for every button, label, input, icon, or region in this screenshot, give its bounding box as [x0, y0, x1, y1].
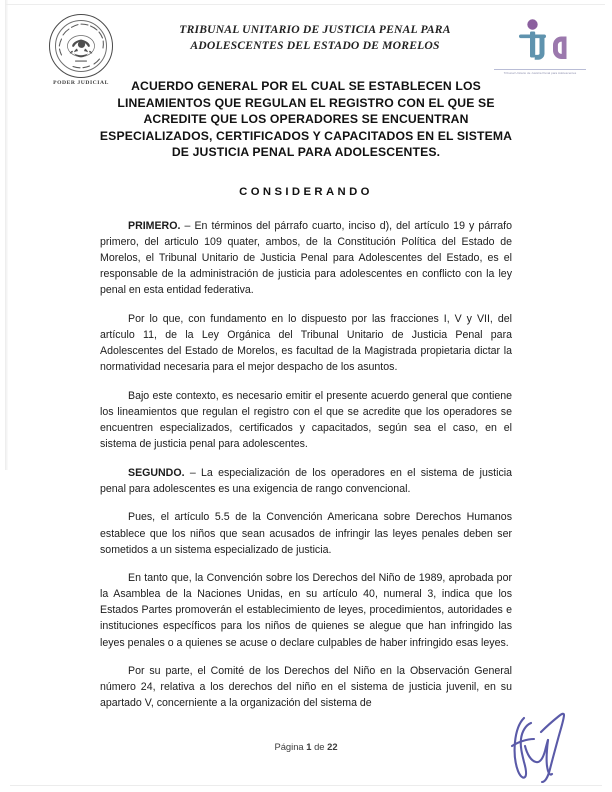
paragraph-lead-label: PRIMERO. [128, 220, 181, 232]
document-body [100, 218, 512, 711]
state-seal-icon [49, 14, 113, 78]
title-line-1: ACUERDO GENERAL POR EL CUAL SE ESTABLECEN LOS [131, 79, 481, 93]
paragraph-text: Por su parte, el Comité de los Derechos del Niño en la Observación General número 24, relativa a los derechos del niño en el sistema de justicia juvenil, en su apartado V, concerniente a la organización del sistema de [100, 665, 512, 710]
paragraph-text: En tanto que, la Convención sobre los Derechos del Niño de 1989, aprobada por la Asamblea de la Naciones Unidas, en su artículo 40, numeral 3, indica que los Estados Partes promoverán el establecimiento de leyes, procedimientos, autoridades e instituciones específicos para los niños de quienes se alegue que han infringido las leyes penales o a quienes se acuse o declare culpables de haber infringido esas leyes. [100, 572, 512, 649]
body-paragraph [100, 465, 512, 497]
body-paragraph [100, 388, 512, 452]
document-title [84, 78, 528, 161]
footer-of-label: de [314, 741, 325, 752]
body-paragraph [100, 509, 512, 557]
paragraph-text: Pues, el artículo 5.5 de la Convención Americana sobre Derechos Humanos establece que los niños que sean acusados de infringir las leyes penales deben ser sometidos a un sistema especializado de justicia. [100, 511, 512, 556]
body-paragraph [100, 663, 512, 711]
tja-logo-caption: Tribunal Unitario de Justicia Penal para Adolescentes [503, 71, 577, 75]
footer-page-label: Página [274, 741, 304, 752]
paragraph-lead-label: SEGUNDO. [128, 466, 185, 479]
footer-total-pages: 22 [327, 741, 338, 752]
tja-logo [492, 18, 588, 75]
paragraph-text: – En términos del párrafo cuarto, inciso d), del artículo 19 y párrafo primero, del articulo 109 quater, ambos, de la Constitución Política del Estado de Morelos, el Tribunal Unitario de Justicia Penal para Adolescentes del Estado, es el responsable de la administración de justicia para adolescentes en conflicto con la ley penal en esta entidad federativa. [100, 220, 512, 297]
handwritten-signature [500, 706, 592, 788]
seal-caption: PODER JUDICIAL [53, 80, 109, 86]
paragraph-text: – La especialización de los operadores en el sistema de justicia penal para adolescentes es una exigencia de rango convencional. [100, 466, 512, 495]
organization-title [150, 22, 480, 53]
title-line-2: LINEAMIENTOS QUE REGULAN EL REGISTRO CON EL QUE SE [117, 95, 495, 110]
org-title-line-2: ADOLESCENTES DEL ESTADO DE MORELOS [190, 38, 440, 52]
signature-icon [500, 706, 592, 788]
paragraph-text: Bajo este contexto, es necesario emitir el presente acuerdo general que contiene los lineamientos que regulan el registro con el que se acredite que los operadores se encuentren especializados, certificados y capacitados, según sea el caso, en el sistema de justicia penal para adolescentes. [100, 389, 512, 451]
title-line-4: ESPECIALIZADOS, CERTIFICADOS Y CAPACITADOS EN EL SISTEMA [99, 128, 513, 143]
section-heading-considerando: CONSIDERANDO [239, 186, 373, 198]
footer-page-number: 1 [306, 741, 312, 752]
tja-logo-icon [509, 18, 571, 68]
body-paragraph [100, 218, 512, 298]
tja-logo-divider [494, 69, 586, 70]
org-title-line-1: TRIBUNAL UNITARIO DE JUSTICIA PENAL PARA [179, 23, 451, 36]
body-paragraph [100, 570, 512, 650]
paragraph-text: Por lo que, con fundamento en lo dispuesto por las fracciones I, V y VII, del artículo 11, de la Ley Orgánica del Tribunal Unitario de Justicia Penal para Adolescentes del Estado de Morelos, es facultad de la Magistrada propietaria dictar la normatividad necesaria para el mejor despacho de los asuntos. [100, 312, 512, 374]
scan-edge-top [5, 4, 605, 5]
morelos-state-seal [44, 14, 118, 86]
title-line-3: ACREDITE QUE LOS OPERADORES SE ENCUENTRAN [143, 112, 469, 127]
title-line-5: DE JUSTICIA PENAL PARA ADOLESCENTES. [171, 145, 441, 160]
body-paragraph [100, 311, 512, 375]
